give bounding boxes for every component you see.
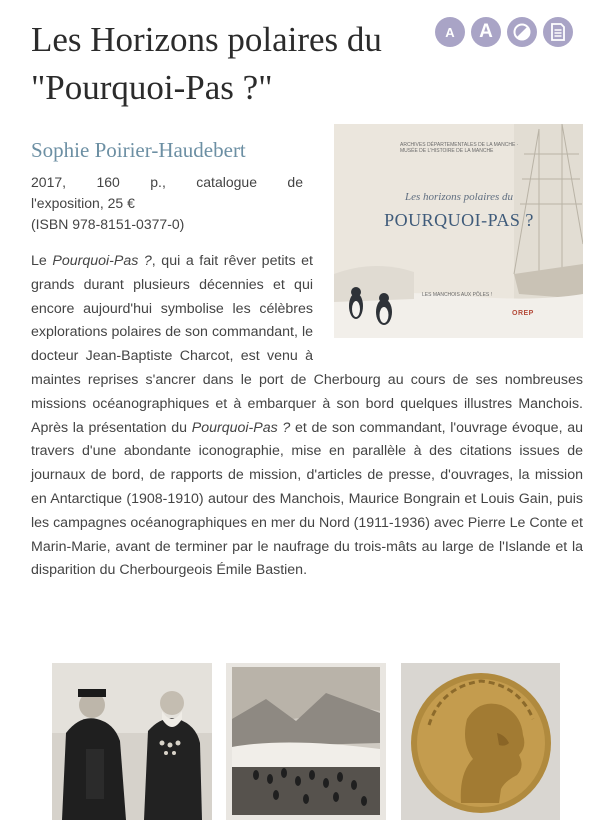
book-meta-isbn: (ISBN 978-8151-0377-0): [31, 216, 185, 232]
book-description: [31, 250, 583, 583]
book-meta: [31, 172, 303, 235]
font-size-increase-button[interactable]: [471, 17, 501, 47]
accessibility-toolbar: [435, 17, 573, 47]
desc-text-1: , qui a fait rêver petits et grands durant plusieurs décennies et qui encore aujourd'hui symbolise les célèbres explorations polaires de son commandant, le docteur Jean-Baptiste Charcot, est venu à maintes reprises s'ancrer dans le port de Cherbourg au cours de ses nombreuses missions océanographiques et à embarquer à son bord quelques illustres Manchois. Après la présentation du: [31, 253, 583, 436]
charcot-medal-photo: [401, 663, 560, 820]
page-title: Les Horizons polaires du "Pourquoi-Pas ?": [31, 20, 382, 107]
font-size-increase-icon: A: [479, 21, 493, 42]
desc-lead: Le: [31, 253, 53, 269]
font-size-decrease-button[interactable]: [435, 17, 465, 47]
ship-name: Pourquoi-Pas ?: [191, 419, 291, 436]
book-meta-price: l'exposition, 25 €: [31, 195, 135, 211]
officers-photo: [52, 663, 212, 820]
cover-float-spacer: [313, 250, 583, 368]
contrast-icon: [513, 23, 531, 41]
ship-name: Pourquoi-Pas ?: [52, 253, 152, 269]
book-meta-year-pages: 2017, 160 p., catalogue de: [31, 174, 303, 190]
contrast-button[interactable]: [507, 17, 537, 47]
cover-subtitle: LES MANCHOIS AUX PÔLES !: [422, 292, 493, 298]
desc-text-2: et de son commandant, l'ouvrage évoque, au travers d'une abondante iconographie, mise en parallèle à des citations issues de journaux de bord, de rapports de mission, d'articles de presse, d'ouvrages, la mission en Antarctique (1908-1910) autour des Manchois, Maurice Bongrain et Louis Gain, puis les campagnes océanographiques en mer du Nord (1911-1936) avec Pierre Le Conte et Marin-Marie, avant de terminer par le naufrage du trois-mâts au large de l'Islande et la disparition du Cherbourgeois Émile Bastien.: [31, 419, 583, 579]
print-document-icon: [550, 23, 566, 41]
cover-title-line2: POURQUOI-PAS ?: [384, 210, 534, 230]
gallery-photo-medal[interactable]: [401, 663, 560, 820]
gallery-photo-penguins[interactable]: [226, 663, 386, 820]
publisher-logo: OREP: [512, 310, 534, 317]
gallery-photo-officers[interactable]: [52, 663, 212, 820]
book-author: Sophie Poirier-Haudebert: [31, 138, 246, 162]
penguin-colony-photo: [226, 663, 386, 820]
font-size-decrease-icon: A: [445, 24, 455, 40]
cover-publisher: ARCHIVES DÉPARTEMENTALES DE LA MANCHE · MUSÉE DE L'HISTOIRE DE LA MANCHE: [400, 142, 519, 154]
cover-title-line1: Les horizons polaires du: [404, 191, 514, 203]
print-button[interactable]: [543, 17, 573, 47]
